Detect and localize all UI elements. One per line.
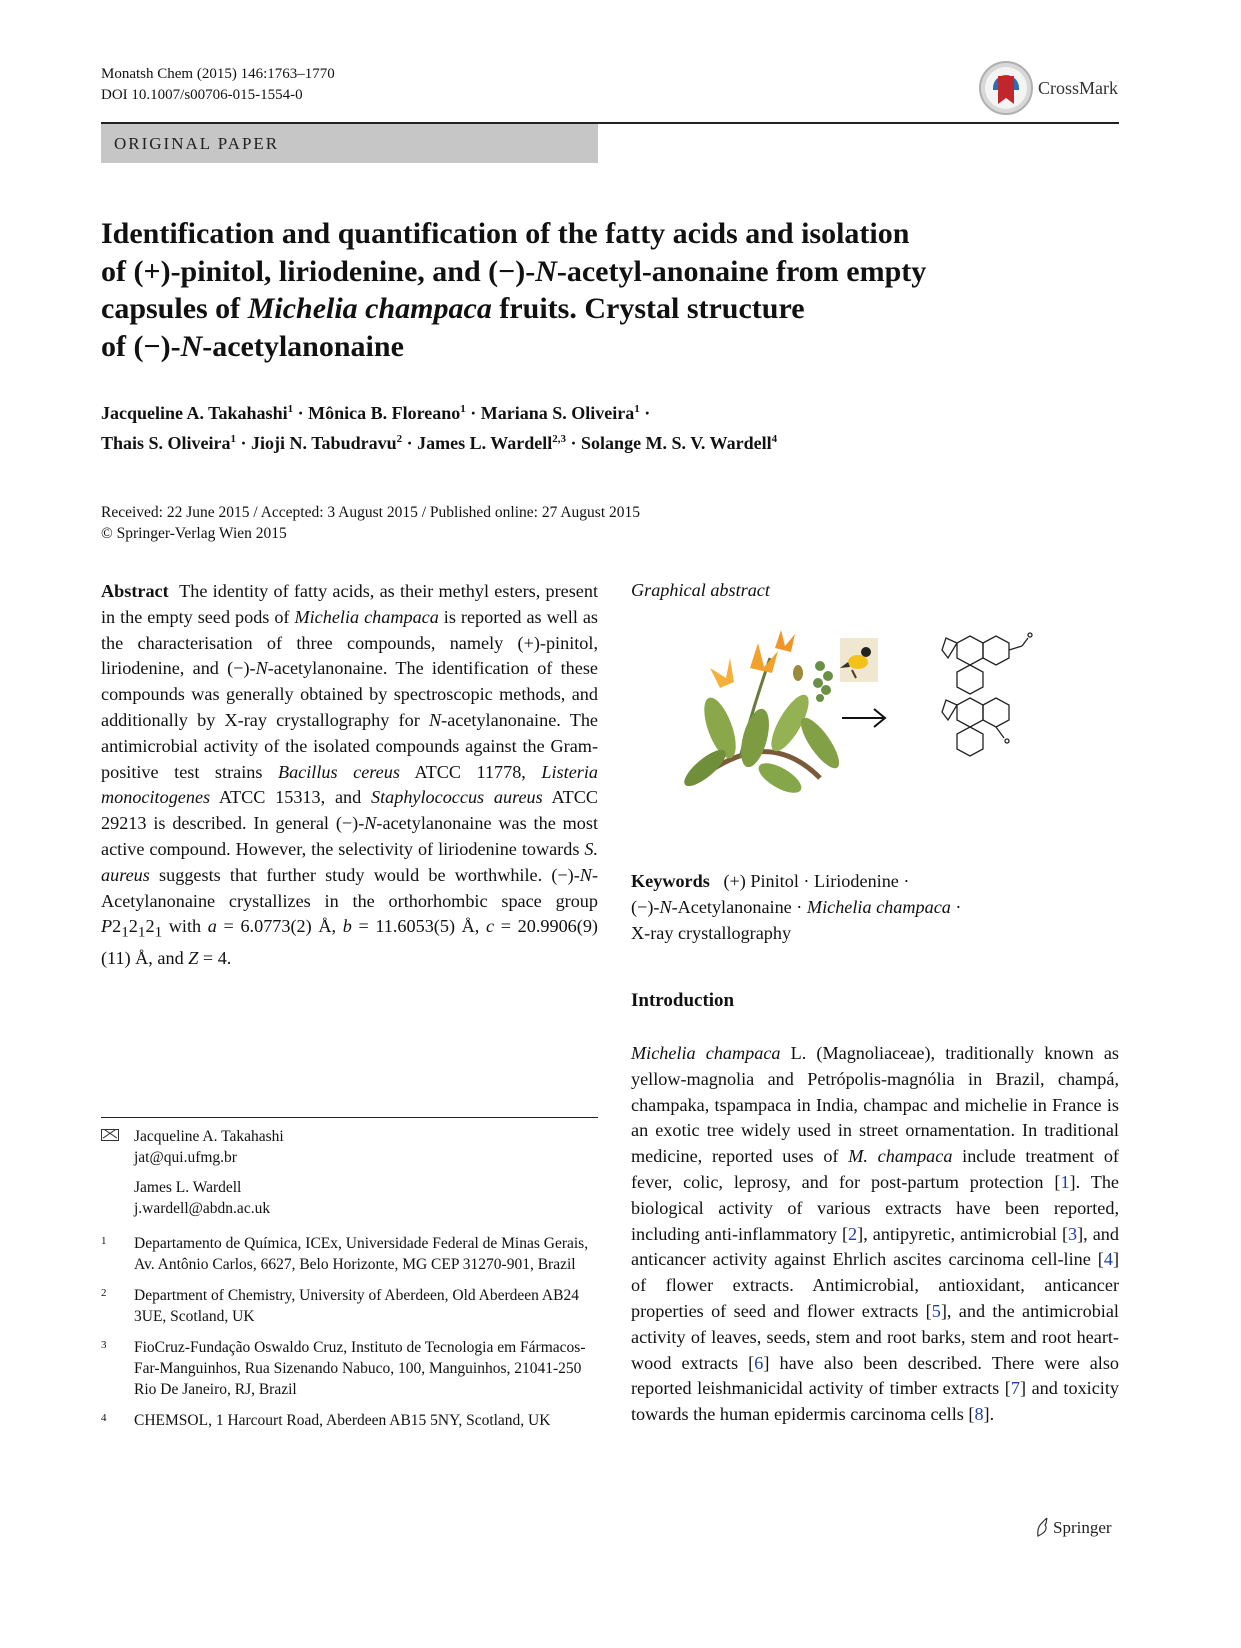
abstract-label: Abstract xyxy=(101,581,169,601)
history-dates: Received: 22 June 2015 / Accepted: 3 August 2015 / Published online: 27 August 2015 xyxy=(101,504,641,521)
keywords-line-3: X-ray crystallography xyxy=(631,923,792,943)
article-type: ORIGINAL PAPER xyxy=(114,134,280,153)
author[interactable]: Jacqueline A. Takahashi$^1$ xyxy=(101,403,294,423)
structure-n-acetylanonaine xyxy=(942,633,1032,694)
crossmark-icon xyxy=(978,60,1034,116)
title-line-3: capsules of Michelia champaca fruits. Crystal structure xyxy=(101,292,805,325)
envelope-icon xyxy=(101,1129,119,1141)
author[interactable]: James L. Wardell$^{2,3}$ xyxy=(417,433,567,453)
affiliation: 4 CHEMSOL, 1 Harcourt Road, Aberdeen AB15 5NY, Scotland, UK xyxy=(101,1412,551,1429)
contact-email[interactable]: j.wardell@abdn.ac.uk xyxy=(134,1200,271,1217)
author-list xyxy=(101,396,777,456)
keywords xyxy=(631,868,1119,946)
affiliation: 2 Department of Chemistry, University of Aberdeen, Old Aberdeen AB24 3UE, Scotland, UK xyxy=(101,1287,579,1325)
affiliation: 3 FioCruz-Fundação Oswaldo Cruz, Instituto de Tecnologia em Fármacos-Far-Manguinhos, Rua Sizenando Nabuco, 100, Manguinhos, 21041-250 Rio De Janeiro, RJ, Brazil xyxy=(101,1339,586,1398)
citation-link[interactable]: 2 xyxy=(848,1223,858,1244)
citation-link[interactable]: 5 xyxy=(931,1300,941,1321)
author[interactable]: Mariana S. Oliveira$^1$ xyxy=(480,403,640,423)
footnote-rule xyxy=(101,1117,598,1118)
keywords-line-1: Keywords (+) Pinitol · Liriodenine · xyxy=(631,871,910,891)
correspondence xyxy=(101,1126,598,1441)
author-line-2: Thais S. Oliveira$^1$ · Jioji N. Tabudravu$^2$ · James L. Wardell$^{2,3}$ · Solange M. S. V. Wardell$^4$ xyxy=(101,433,778,453)
paper-title xyxy=(101,215,1101,365)
graphical-abstract-figure xyxy=(680,628,1090,808)
copyright: © Springer-Verlag Wien 2015 xyxy=(101,525,287,542)
article-type-banner xyxy=(101,124,598,163)
crossmark-label: CrossMark xyxy=(1038,78,1118,98)
arrow-icon xyxy=(842,709,885,727)
keywords-label: Keywords xyxy=(631,871,710,891)
citation-link[interactable]: 6 xyxy=(754,1352,764,1373)
citation-link[interactable]: 8 xyxy=(974,1404,984,1425)
contact-name: James L. Wardell xyxy=(134,1179,242,1196)
title-line-2: of (+)-pinitol, liriodenine, and (−)-N-acetyl-anonaine from empty xyxy=(101,254,927,288)
author[interactable]: Solange M. S. V. Wardell$^4$ xyxy=(581,433,778,453)
doi[interactable]: DOI 10.1007/s00706-015-1554-0 xyxy=(101,87,303,103)
author[interactable]: Mônica B. Floreano$^1$ xyxy=(308,403,466,423)
crossmark-badge[interactable] xyxy=(978,60,1118,116)
graphical-abstract-label: Graphical abstract xyxy=(631,580,770,600)
publication-dates xyxy=(101,502,640,544)
citation-link[interactable]: 1 xyxy=(1060,1171,1070,1192)
title-line-4: of (−)-N-acetylanonaine xyxy=(101,329,404,363)
abstract: Abstract The identity of fatty acids, as their methyl esters, present in the empty seed pods of Michelia champaca is reported as well as the characterisation of three compounds, namely (+)-pinitol, liriodenine, and (−)-N-acetylanonaine. The identification of these compounds was generally obtained by spectroscopic methods, and additionally by X-ray crystallography for N-acetylanonaine. The antimicrobial activity of the isolated compounds against the Gram-positive test strains Bacillus cereus ATCC 11778, Listeria monocitogenes ATCC 15313, and Staphylococcus aureus ATCC 29213 is described. In general (−)-N-acetylanonaine was the most active compound. However, the selectivity of liriodenine towards S. aureus suggests that further study would be worthwhile. (−)-N-Acetylanonaine crystallizes in the orthorhombic space group $P2_12_12_1$ with a = 6.0773(2) Å, b = 11.6053(5) Å, c = 20.9906(9) (11) Å, and Z = 4. xyxy=(101,581,599,968)
plant-illustration xyxy=(680,630,845,799)
introduction-text: Michelia champaca L. (Magnoliaceae), traditionally known as yellow-magnolia and Petrópolis-magnólia in Brazil, champá, champaka, tspampaca in India, champac and michelie in France is an exotic tree widely used in street ornamentation. In traditional medicine, reported uses of M. champaca include treatment of fever, colic, leprosy, and for post-partum protection [1]. The biological activity of various extracts have been reported, including anti-inflammatory [2], antipyretic, antimicrobial [3], and anticancer activity against Ehrlich ascites carcinoma cell-line [4] of flower extracts. Antimicrobial, antioxidant, anticancer properties of seed and flower extracts [5], and the antimicrobial activity of leaves, seeds, stem and root barks, stem and root heart-wood extracts [6] have also been described. There were also reported leishmanicidal activity of timber extracts [7] and toxicity towards the human epidermis carcinoma cells [8]. xyxy=(631,1043,1119,1425)
contact-email[interactable]: jat@qui.ufmg.br xyxy=(134,1149,237,1166)
keywords-line-2: (−)-N-Acetylanonaine · Michelia champaca · xyxy=(631,897,962,917)
author[interactable]: Jioji N. Tabudravu$^2$ xyxy=(251,433,403,453)
citation-link[interactable]: 3 xyxy=(1068,1223,1078,1244)
affiliation: 1 Departamento de Química, ICEx, Universidade Federal de Minas Gerais, Av. Antônio Carlos, 6627, Belo Horizonte, MG CEP 31270-901, Brazil xyxy=(101,1235,589,1273)
section-heading: Introduction xyxy=(631,990,735,1011)
springer-horse-icon xyxy=(1035,1517,1049,1537)
bird-photo xyxy=(840,638,878,682)
title-line-1: Identification and quantification of the fatty acids and isolation xyxy=(101,217,910,250)
contact xyxy=(101,1126,598,1168)
journal-header xyxy=(101,64,335,106)
citation-link[interactable]: 7 xyxy=(1010,1378,1020,1399)
publisher-logo xyxy=(1035,1517,1112,1538)
publisher-name: Springer xyxy=(1053,1518,1112,1537)
author[interactable]: Thais S. Oliveira$^1$ xyxy=(101,433,237,453)
contact-name: Jacqueline A. Takahashi xyxy=(134,1128,284,1145)
contact xyxy=(101,1177,598,1219)
structure-liriodenine xyxy=(942,698,1009,756)
citation-link[interactable]: 4 xyxy=(1103,1249,1113,1270)
journal-citation: Monatsh Chem (2015) 146:1763–1770 xyxy=(101,66,335,82)
author-line-1: Jacqueline A. Takahashi$^1$ · Mônica B. Floreano$^1$ · Mariana S. Oliveira$^1$ · xyxy=(101,403,651,423)
